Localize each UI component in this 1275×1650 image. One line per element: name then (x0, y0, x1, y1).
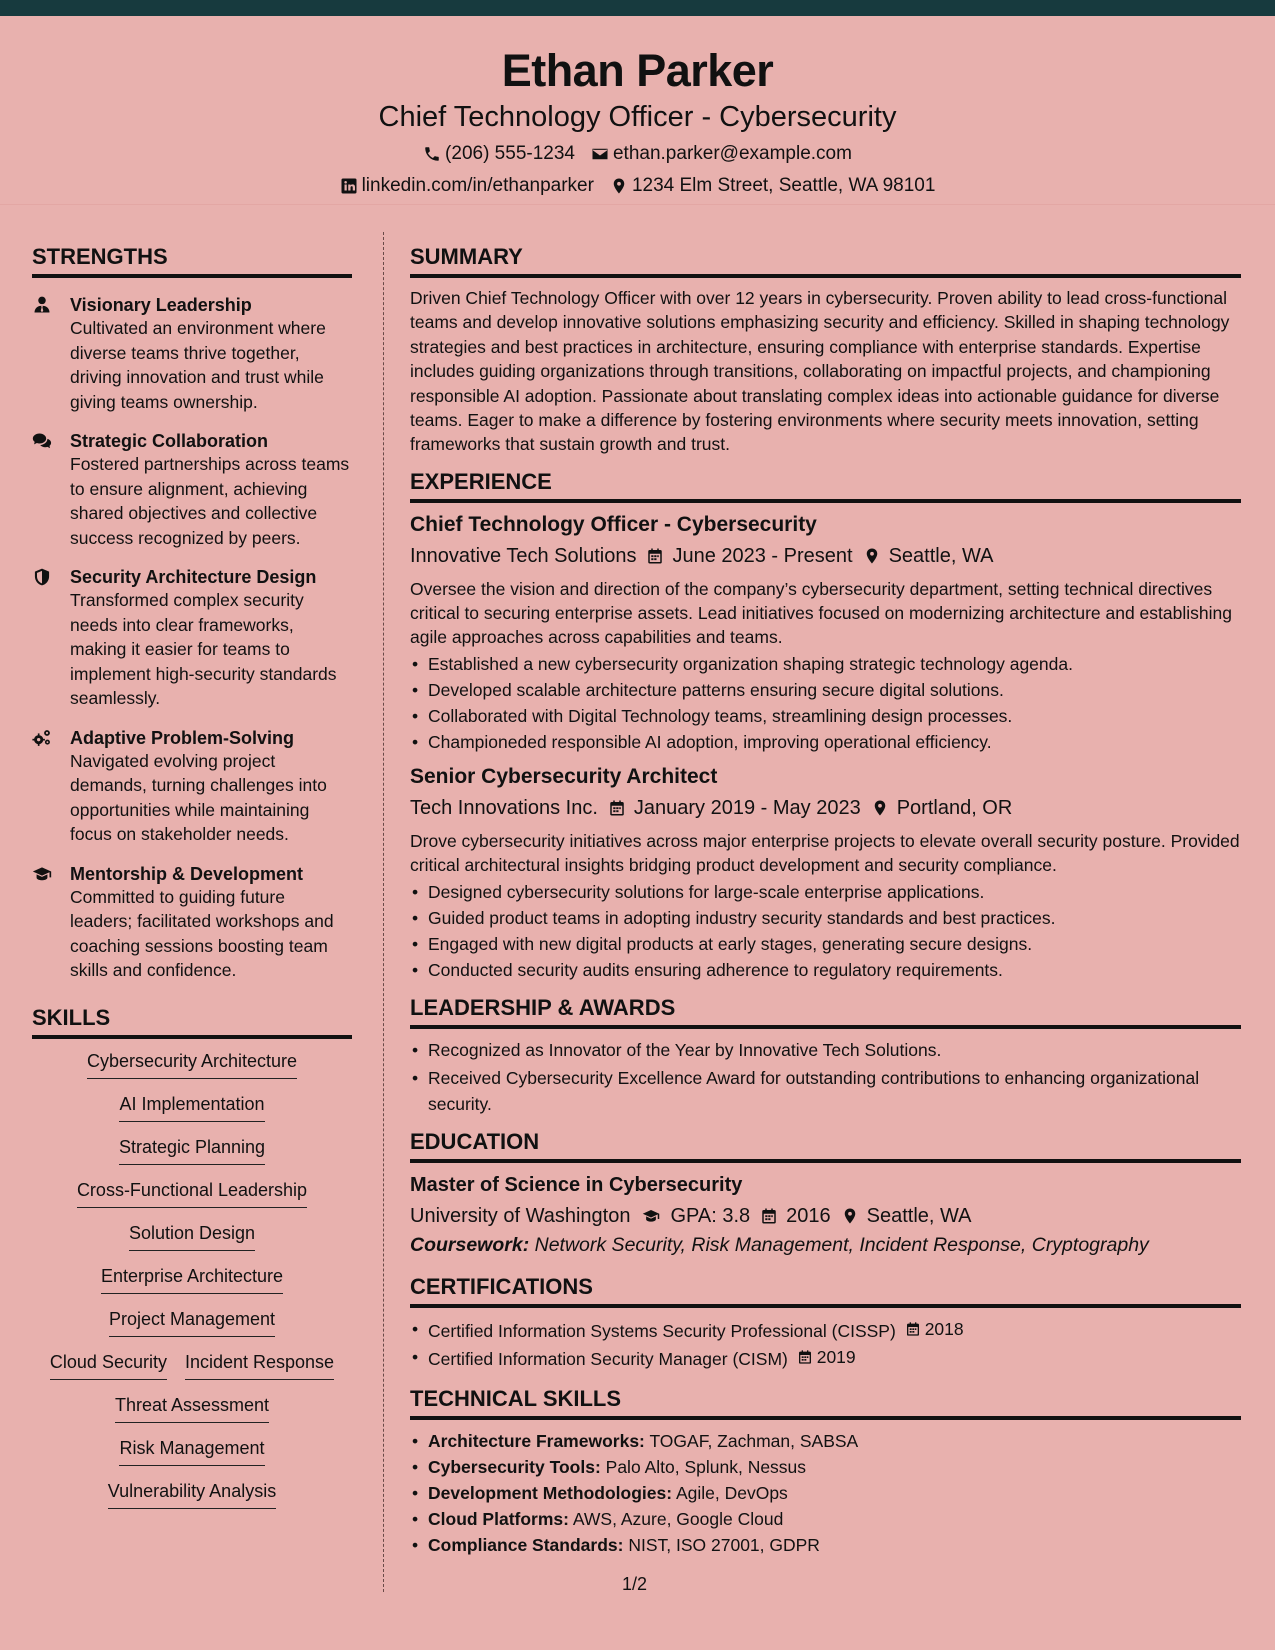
job-entry (410, 765, 1241, 983)
skill-row (32, 1049, 352, 1079)
awards-list (410, 1037, 1241, 1117)
address-contact (610, 176, 935, 195)
linkedin-contact[interactable] (340, 176, 594, 195)
graduation-year (760, 1203, 831, 1229)
skill-tag: Incident Response (185, 1350, 334, 1380)
strength-item (32, 863, 352, 983)
job-bullet: • Established a new cybersecurity organization shaping strategic technology agenda. (410, 651, 1241, 677)
coursework (410, 1232, 1241, 1258)
award-item: • Recognized as Innovator of the Year by Innovative Tech Solutions. (410, 1037, 1241, 1063)
strength-icon-wrap (32, 430, 70, 550)
experience-section (410, 468, 1241, 983)
year-text: 2016 (786, 1204, 831, 1227)
job-bullet: • Guided product teams in adopting industry security standards and best practices. (410, 905, 1241, 931)
linkedin-icon (340, 177, 358, 195)
job-bullet: • Developed scalable architecture patterns ensuring secure digital solutions. (410, 677, 1241, 703)
skill-tag: Enterprise Architecture (101, 1264, 283, 1294)
tech-skill-value: TOGAF, Zachman, SABSA (649, 1430, 859, 1451)
tech-skill-label: Cybersecurity Tools: (428, 1456, 601, 1477)
job-meta (410, 795, 1241, 821)
job-location (871, 795, 1013, 821)
tech-skill-value: Agile, DevOps (675, 1482, 788, 1503)
job-company: Tech Innovations Inc. (410, 796, 598, 819)
linkedin-text: linkedin.com/in/ethanparker (361, 175, 594, 196)
cogs-icon (32, 728, 52, 748)
strength-title: Mentorship & Development (70, 863, 304, 884)
education-location (841, 1203, 972, 1229)
strength-title: Security Architecture Design (70, 567, 317, 587)
skill-row (32, 1307, 352, 1337)
calendar-icon (646, 547, 664, 565)
comments-icon (32, 431, 52, 451)
strengths-heading: STRENGTHS (32, 246, 352, 278)
top-accent-bar (0, 0, 1275, 16)
certification-year (905, 1316, 964, 1342)
education-heading: EDUCATION (410, 1131, 1241, 1163)
strength-item (32, 430, 352, 550)
summary-section (410, 246, 1241, 457)
awards-section (410, 994, 1241, 1117)
tech-skill-value: NIST, ISO 27001, GDPR (628, 1534, 820, 1555)
contact-row-1 (0, 144, 1275, 163)
column-divider (383, 232, 384, 1592)
strength-icon-wrap (32, 863, 70, 983)
user-tie-icon (32, 295, 52, 315)
map-marker-icon (610, 177, 628, 195)
tech-skill-label: Architecture Frameworks: (428, 1430, 645, 1451)
job-description: Drove cybersecurity initiatives across major enterprise projects to elevate overall security posture. Provided critical architectural insights bridging product development and security compliance. (410, 830, 1240, 875)
job-bullet: • Engaged with new digital products at early stages, generating secure designs. (410, 931, 1241, 957)
skill-row (32, 1135, 352, 1165)
tech-skill-label: Cloud Platforms: (428, 1508, 569, 1529)
skill-row (32, 1264, 352, 1294)
calendar-icon (760, 1207, 778, 1225)
experience-heading: EXPERIENCE (410, 471, 1241, 503)
skill-tag: AI Implementation (119, 1092, 264, 1122)
contact-row-2 (0, 176, 1275, 195)
map-marker-icon (841, 1207, 859, 1225)
skill-row (32, 1350, 352, 1380)
skill-tag: Project Management (109, 1307, 275, 1337)
technical-skill-item (410, 1532, 1241, 1558)
strength-title: Visionary Leadership (70, 295, 252, 315)
skill-tag: Cross-Functional Leadership (77, 1178, 307, 1208)
shield-icon (32, 567, 52, 587)
job-location (863, 543, 994, 569)
summary-text: Driven Chief Technology Officer with over 12 years in cybersecurity. Proven ability to lead cross-functional teams and develop innovative solutions emphasizing security and efficiency. Skilled in shaping technology strategies and best practices in architecture, ensuring compliance with enterprise standards. Expertise includes guiding organizations through transitions, collaborating on impactful projects, and championing responsible AI adoption. Passionate about translating complex ideas into actionable guidance for diverse teams. Eager to make a difference by fostering environments where security meets innovation, setting frameworks that sustain growth and trust. (410, 288, 1230, 455)
gpa-text: GPA: 3.8 (670, 1204, 751, 1227)
certification-year-text: 2018 (924, 1318, 964, 1339)
email-contact[interactable] (591, 144, 852, 163)
job-location-text: Seattle, WA (888, 544, 994, 567)
skills-heading: SKILLS (32, 1007, 352, 1039)
strength-desc: Navigated evolving project demands, turning challenges into opportunities while maintaining focus on stakeholder needs. (70, 750, 327, 844)
coursework-label: Coursework: (410, 1233, 530, 1256)
certification-name: Certified Information Security Manager (CISM) (428, 1348, 788, 1369)
skill-tag: Vulnerability Analysis (108, 1479, 276, 1509)
job-title: Chief Technology Officer - Cybersecurity (410, 512, 817, 536)
left-column (32, 246, 352, 1509)
email-text: ethan.parker@example.com (612, 143, 852, 164)
right-column (410, 246, 1241, 1558)
candidate-name: Ethan Parker (501, 45, 774, 96)
phone-text: (206) 555-1234 (445, 143, 575, 164)
skill-row (32, 1436, 352, 1466)
tech-skill-label: Compliance Standards: (428, 1534, 624, 1555)
technical-skills-heading: TECHNICAL SKILLS (410, 1388, 1241, 1420)
strength-icon-wrap (32, 294, 70, 414)
calendar-icon (797, 1349, 813, 1365)
map-marker-icon (863, 547, 881, 565)
education-section (410, 1128, 1241, 1258)
skill-row (32, 1393, 352, 1423)
technical-skills-list (410, 1428, 1241, 1558)
strength-item (32, 727, 352, 847)
strength-body (70, 430, 352, 550)
address-text: 1234 Elm Street, Seattle, WA 98101 (631, 175, 936, 196)
strength-body (70, 863, 352, 983)
certifications-section (410, 1273, 1241, 1372)
page-number: 1/2 (622, 1574, 648, 1594)
strength-desc: Cultivated an environment where diverse teams thrive together, driving innovation and trust while giving teams ownership. (70, 318, 326, 412)
skill-row (32, 1221, 352, 1251)
tech-skill-value: Palo Alto, Splunk, Nessus (605, 1456, 807, 1477)
job-entry (410, 513, 1241, 755)
skills-list (32, 1049, 352, 1509)
certification-year-text: 2019 (816, 1346, 856, 1367)
job-description: Oversee the vision and direction of the company’s cybersecurity department, setting technical directives critical to securing enterprise assets. Lead initiatives focused on modernizing architecture and establishing agile approaches across capabilities and teams. (410, 578, 1232, 647)
award-item: • Received Cybersecurity Excellence Award for outstanding contributions to enhancing organizational security. (410, 1065, 1241, 1117)
job-bullet: • Championeded responsible AI adoption, improving operational efficiency. (410, 729, 1241, 755)
job-dates (608, 795, 861, 821)
resume-header (0, 16, 1275, 204)
skill-tag: Cloud Security (50, 1350, 167, 1380)
job-dates-text: January 2019 - May 2023 (633, 796, 861, 819)
technical-skill-item (410, 1454, 1241, 1480)
gpa (640, 1203, 750, 1229)
strength-icon-wrap (32, 566, 70, 711)
strength-icon-wrap (32, 727, 70, 847)
phone-contact (423, 144, 575, 163)
technical-skill-item (410, 1506, 1241, 1532)
job-dates-text: June 2023 - Present (672, 544, 853, 567)
strength-body (70, 727, 352, 847)
certifications-list (410, 1316, 1241, 1372)
header-divider (0, 204, 1275, 205)
strength-desc: Transformed complex security needs into clear frameworks, making it easier for teams to implement high-security standards seamlessly. (70, 590, 337, 708)
skill-tag: Strategic Planning (119, 1135, 265, 1165)
strength-body (70, 566, 352, 711)
calendar-icon (608, 799, 626, 817)
candidate-headline: Chief Technology Officer - Cybersecurity (378, 101, 897, 133)
strength-body (70, 294, 352, 414)
strength-title: Strategic Collaboration (70, 431, 269, 451)
job-bullet: • Conducted security audits ensuring adherence to regulatory requirements. (410, 957, 1241, 983)
coursework-text: Network Security, Risk Management, Incident Response, Cryptography (534, 1233, 1149, 1256)
strength-title: Adaptive Problem-Solving (70, 727, 295, 748)
certification-year (797, 1344, 856, 1370)
job-meta (410, 543, 1241, 569)
envelope-icon (591, 145, 609, 163)
graduation-cap-icon (32, 864, 52, 884)
job-bullets (410, 651, 1241, 755)
education-meta (410, 1203, 1241, 1229)
certification-item (410, 1316, 1241, 1344)
job-bullets (410, 879, 1241, 983)
technical-skill-item (410, 1428, 1241, 1454)
certifications-heading: CERTIFICATIONS (410, 1276, 1241, 1308)
job-dates (646, 543, 852, 569)
job-location-text: Portland, OR (896, 796, 1013, 819)
strength-item (32, 294, 352, 414)
technical-skill-item (410, 1480, 1241, 1506)
skill-tag: Solution Design (129, 1221, 255, 1251)
job-bullet: • Designed cybersecurity solutions for large-scale enterprise applications. (410, 879, 1241, 905)
skill-row (32, 1178, 352, 1208)
job-bullet: • Collaborated with Digital Technology teams, streamlining design processes. (410, 703, 1241, 729)
phone-icon (423, 145, 441, 163)
skill-tag: Threat Assessment (115, 1393, 269, 1423)
school-name: University of Washington (410, 1204, 631, 1227)
calendar-icon (905, 1321, 921, 1337)
certification-item (410, 1344, 1241, 1372)
graduation-cap-icon (640, 1207, 662, 1225)
education-location-text: Seattle, WA (866, 1204, 972, 1227)
map-marker-icon (871, 799, 889, 817)
technical-skills-section (410, 1385, 1241, 1558)
awards-heading: LEADERSHIP & AWARDS (410, 997, 1241, 1029)
skill-tag: Risk Management (119, 1436, 264, 1466)
degree-title: Master of Science in Cybersecurity (410, 1173, 743, 1196)
tech-skill-label: Development Methodologies: (428, 1482, 673, 1503)
skill-row (32, 1092, 352, 1122)
certification-name: Certified Information Systems Security Professional (CISSP) (428, 1320, 896, 1341)
job-company: Innovative Tech Solutions (410, 544, 637, 567)
strength-desc: Committed to guiding future leaders; facilitated workshops and coaching sessions boosting team skills and confidence. (70, 886, 334, 980)
strength-item (32, 566, 352, 711)
strength-desc: Fostered partnerships across teams to ensure alignment, achieving shared objectives and collective success recognized by peers. (70, 454, 350, 548)
skill-tag: Cybersecurity Architecture (87, 1049, 297, 1079)
job-title: Senior Cybersecurity Architect (410, 764, 718, 788)
skill-row (32, 1479, 352, 1509)
tech-skill-value: AWS, Azure, Google Cloud (572, 1508, 784, 1529)
summary-heading: SUMMARY (410, 246, 1241, 278)
